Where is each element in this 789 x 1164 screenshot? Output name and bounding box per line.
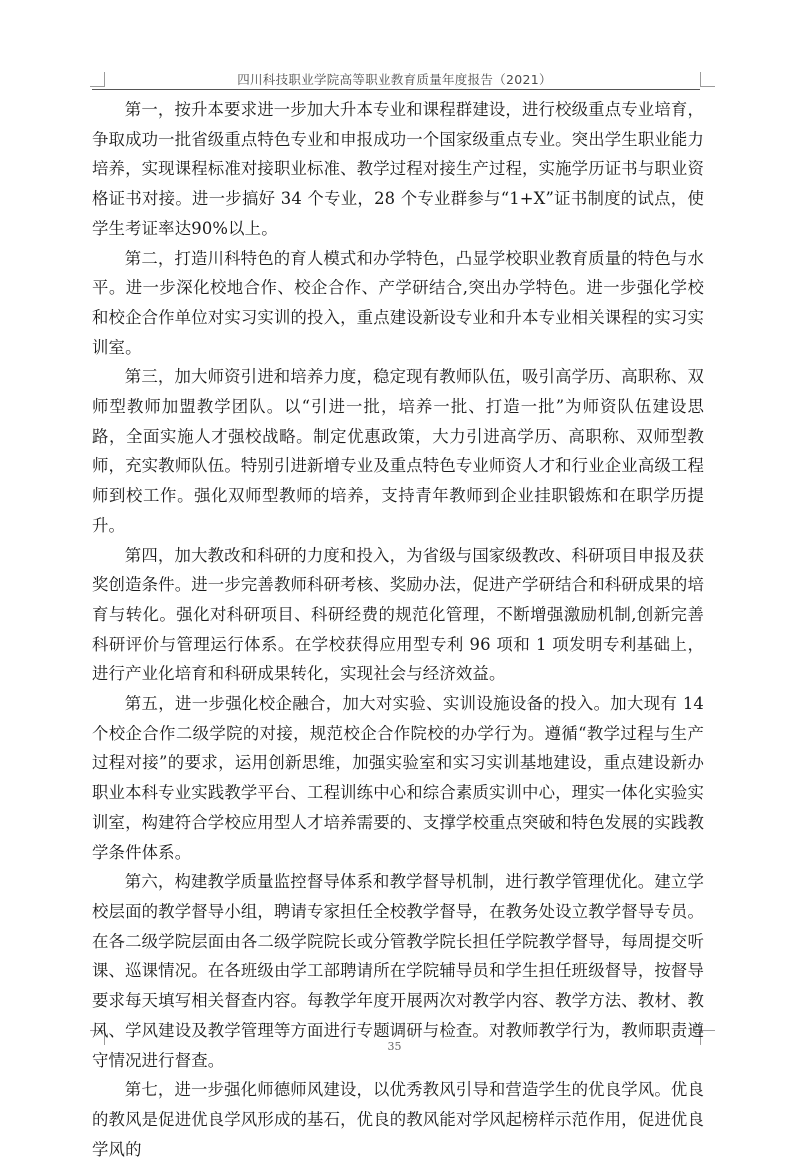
paragraph-7: 第七，进一步强化师德师风建设，以优秀教风引导和营造学生的优良学风。优良的教风是促进优良学风形成的基石，优良的教风能对学风起榜样示范作用，促进优良学风的: [92, 1080, 705, 1159]
running-header-title: 四川科技职业学院高等职业教育质量年度报告（2021）: [237, 72, 552, 87]
paragraph-2: 第二，打造川科特色的育人模式和办学特色，凸显学校职业教育质量的特色与水平。进一步深化校地合作、校企合作、产学研结合,突出办学特色。进一步强化学校和校企合作单位对实习实训的投入，重点建设新设专业和升本专业相关课程的实习实训室。: [92, 248, 705, 357]
header-divider: [92, 89, 700, 90]
paragraph-6: 第六，构建教学质量监控督导体系和教学督导机制，进行教学管理优化。建立学校层面的教学督导小组，聘请专家担任全校教学督导，在教务处设立教学督导专员。在各二级学院层面由各二级学院院长或分管教学院长担任学院教学督导，每周提交听课、巡课情况。在各班级由学工部聘请所在学院辅导员和学生担任班级督导，按督导要求每天填写相关督查内容。每教学年度开展两次对教学内容、教学方法、教材、教风、学风建设及教学管理等方面进行专题调研与检查。对教师教学行为，教师职责遵守情况进行督查。: [92, 872, 705, 1070]
paragraph-4: 第四，加大教改和科研的力度和投入，为省级与国家级教改、科研项目申报及获奖创造条件。进一步完善教师科研考核、奖励办法，促进产学研结合和科研成果的培育与转化。强化对科研项目、科研经费的规范化管理，不断增强激励机制,创新完善科研评价与管理运行体系。在学校获得应用型专利 96 项和 1 项发明专利基础上，进行产业化培育和科研成果转化，实现社会与经济效益。: [92, 545, 705, 684]
paragraph-3: 第三，加大师资引进和培养力度，稳定现有教师队伍，吸引高学历、高职称、双师型教师加盟教学团队。以“引进一批，培养一批、打造一批”为师资队伍建设思路，全面实施人才强校战略。制定优惠政策，大力引进高学历、高职称、双师型教师，充实教师队伍。特别引进新增专业及重点特色专业师资人才和行业企业高级工程师到校工作。强化双师型教师的培养，支持青年教师到企业挂职锻炼和在职学历提升。: [92, 367, 705, 535]
paragraph-1: 第一，按升本要求进一步加大升本专业和课程群建设，进行校级重点专业培育，争取成功一批省级重点特色专业和申报成功一个国家级重点专业。突出学生职业能力培养，实现课程标准对接职业标准、教学过程对接生产过程，实施学历证书与职业资格证书对接。进一步搞好 34 个专业，28 个专业群参与“1+X”证书制度的试点，使学生考证率达90%以上。: [92, 100, 705, 238]
paragraph-5: 第五，进一步强化校企融合，加大对实验、实训设施设备的投入。加大现有 14 个校企合作二级学院的对接，规范校企合作院校的办学行为。遵循“教学过程与生产过程对接”的要求，运用创新思维，加强实验室和实习实训基地建设，重点建设新办职业本科专业实践教学平台、工程训练中心和综合素质实训中心，理实一体化实验实训室，构建符合学校应用型人才培养需要的、支撑学校重点突破和特色发展的实践教学条件体系。: [92, 694, 705, 862]
page-number: 35: [387, 1040, 402, 1053]
